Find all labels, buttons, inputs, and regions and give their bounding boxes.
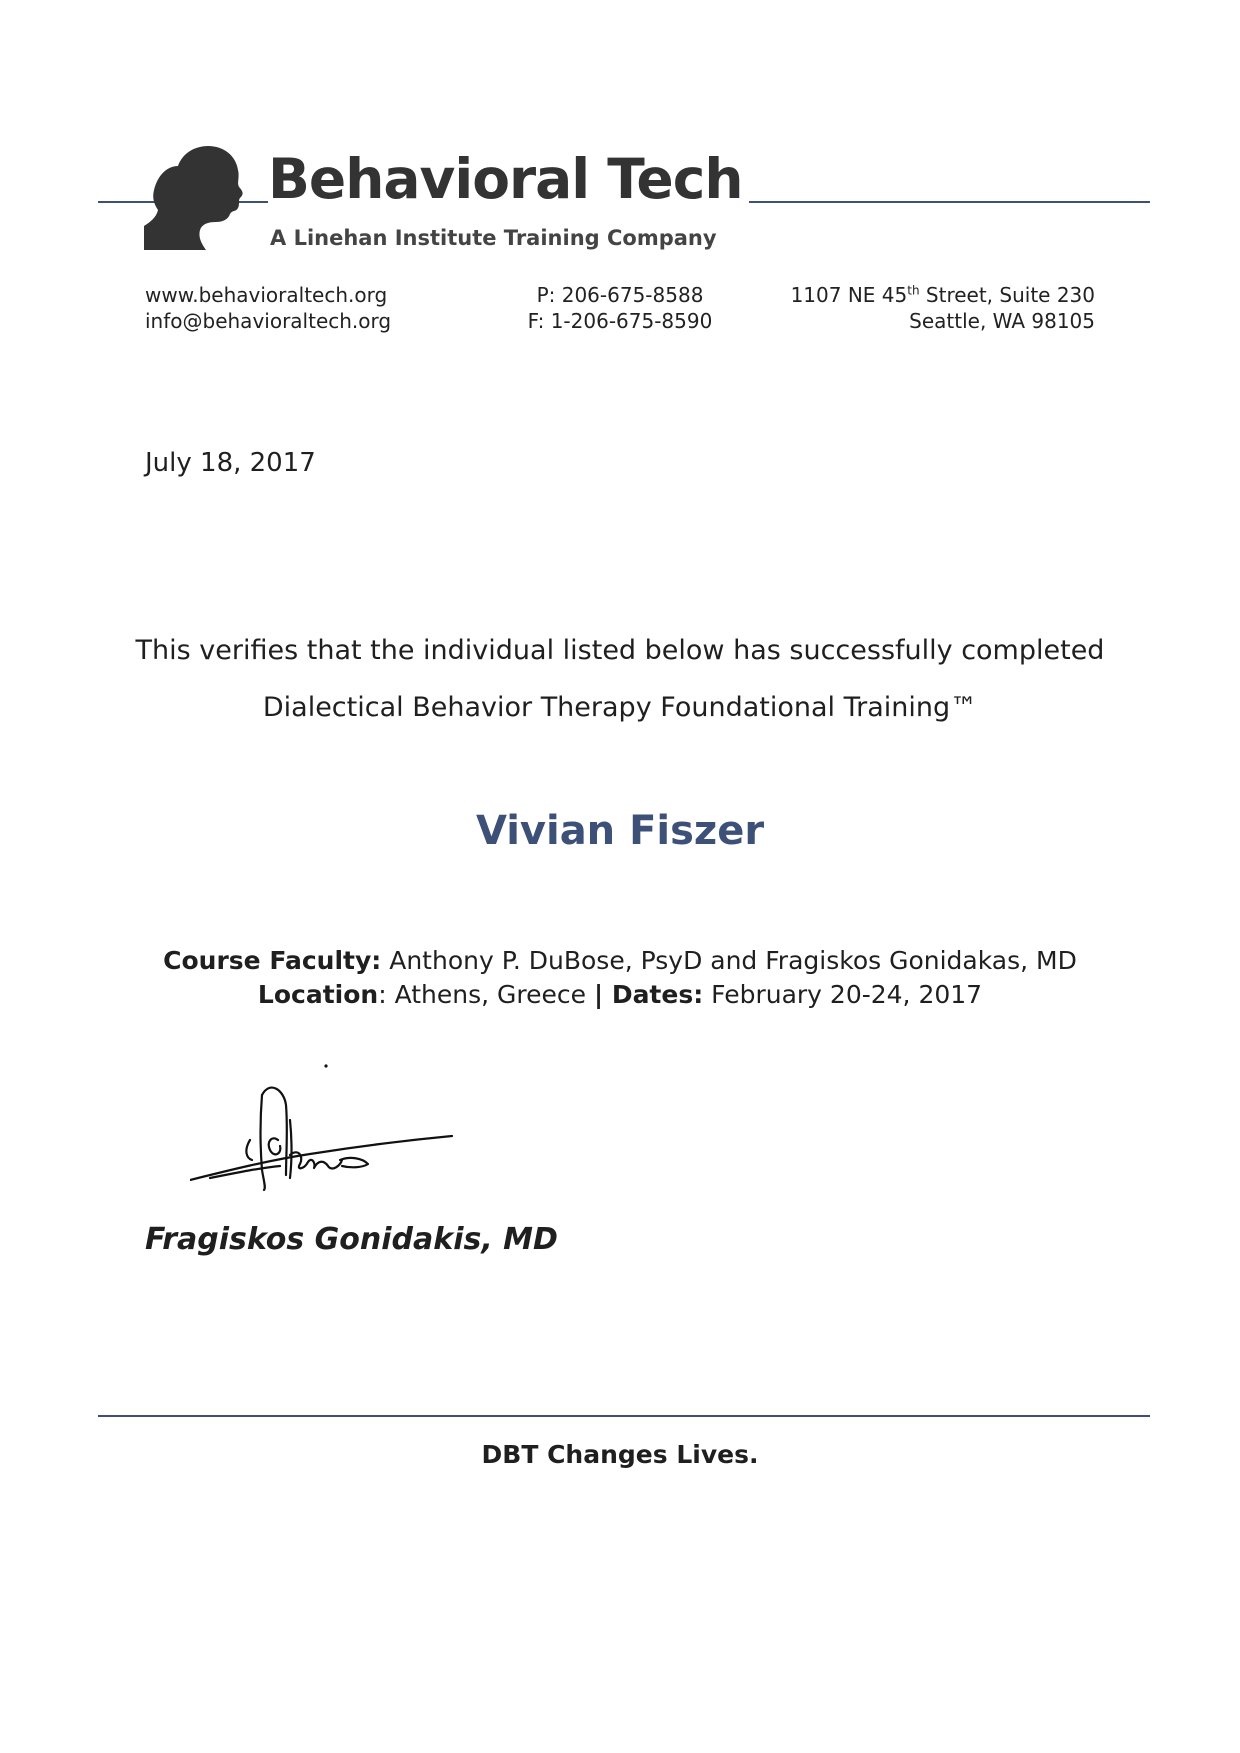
signature-image	[190, 1050, 490, 1195]
verification-text: This verifies that the individual listed below has successfully completed	[135, 635, 1105, 666]
faculty-label: Course Faculty:	[163, 946, 382, 975]
phone-number: P: 206-675-8588	[536, 283, 704, 307]
logo-silhouette-icon	[144, 144, 244, 250]
contact-phone-block	[520, 282, 720, 334]
letter-date: July 18, 2017	[145, 448, 316, 478]
dates-label: Dates:	[603, 980, 704, 1009]
address-line-1: 1107 NE 45th Street, Suite 230	[790, 283, 1095, 307]
brand-name: Behavioral Tech	[268, 152, 749, 207]
course-faculty	[0, 946, 1240, 975]
signer-name: Fragiskos Gonidakis, MD	[145, 1222, 558, 1257]
website-link[interactable]: www.behavioraltech.org	[145, 283, 388, 307]
location-label: Location	[257, 980, 379, 1009]
email-link[interactable]: info@behavioraltech.org	[145, 309, 392, 333]
contact-web-block	[145, 282, 391, 334]
contact-address-block	[791, 282, 1095, 334]
course-location-dates	[0, 980, 1240, 1009]
location-value: : Athens, Greece	[378, 980, 594, 1009]
fax-number: F: 1-206-675-8590	[527, 309, 713, 333]
dates-value: February 20-24, 2017	[703, 980, 983, 1009]
separator: |	[593, 980, 604, 1009]
footer-slogan: DBT Changes Lives.	[481, 1440, 759, 1469]
footer-rule	[98, 1415, 1150, 1417]
recipient-name: Vivian Fiszer	[475, 808, 765, 854]
brand-tagline: A Linehan Institute Training Company	[270, 226, 717, 250]
address-line-2: Seattle, WA 98105	[909, 309, 1095, 333]
faculty-value: Anthony P. DuBose, PsyD and Fragiskos Gonidakas, MD	[389, 946, 1077, 975]
program-name: Dialectical Behavior Therapy Foundational Training™	[262, 692, 978, 723]
